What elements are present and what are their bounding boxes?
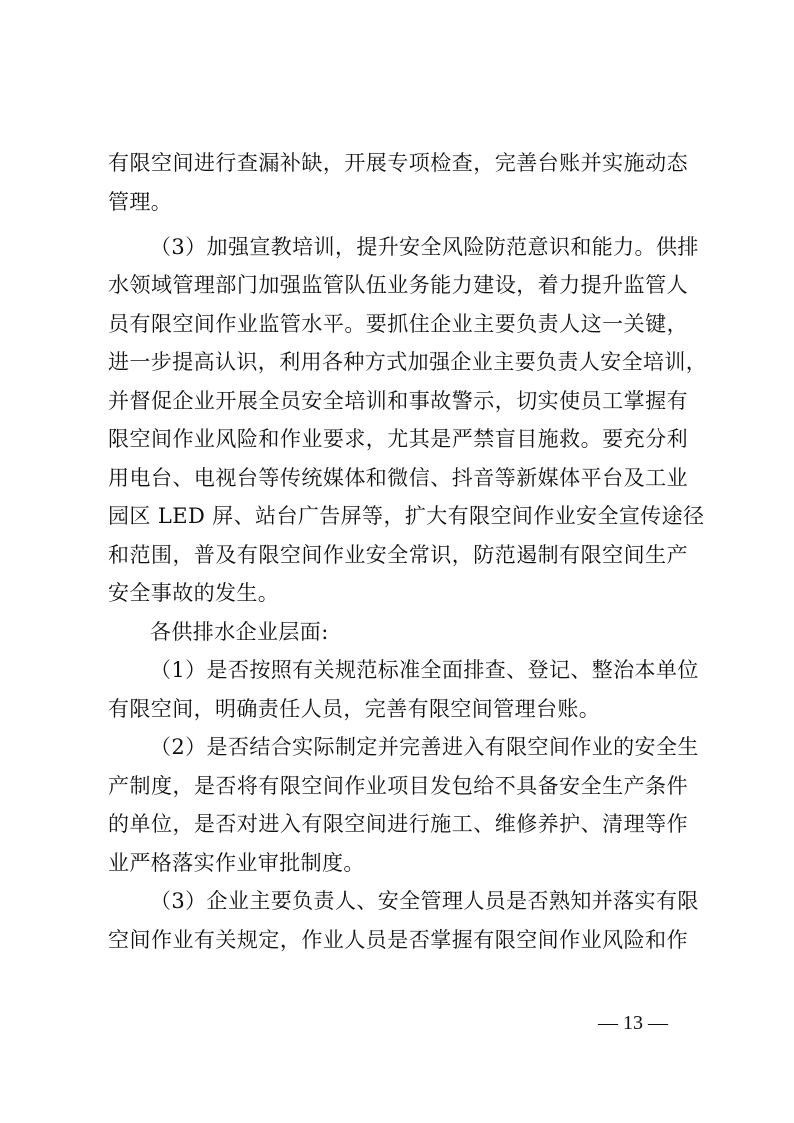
body-text-line: （3）企业主要负责人、安全管理人员是否熟知并落实有限 (150, 889, 699, 913)
section-heading: 各供排水企业层面: (150, 620, 329, 644)
body-text-line: 员有限空间作业监管水平。要抓住企业主要负责人这一关键， (108, 312, 688, 336)
page-number: — 13 — (598, 1012, 668, 1034)
body-text-line: （3）加强宣教培训，提升安全风险防范意识和能力。供排 (150, 235, 699, 259)
body-text-line: 园区 LED 屏、站台广告屏等，扩大有限空间作业安全宣传途径 (108, 504, 705, 528)
body-text-line: （2）是否结合实际制定并完善进入有限空间作业的安全生 (150, 735, 699, 759)
body-text-line: 产制度，是否将有限空间作业项目发包给不具备安全生产条件 (108, 774, 688, 798)
body-text-line: 业严格落实作业审批制度。 (108, 851, 365, 875)
body-text-line: 和范围，普及有限空间作业安全常识，防范遏制有限空间生产 (108, 543, 688, 567)
body-text-line: 水领域管理部门加强监管队伍业务能力建设，着力提升监管人 (108, 273, 688, 297)
body-text-line: 用电台、电视台等传统媒体和微信、抖音等新媒体平台及工业 (108, 466, 688, 490)
body-text-line: 进一步提高认识，利用各种方式加强企业主要负责人安全培训， (108, 350, 708, 374)
body-text-line: 有限空间进行查漏补缺，开展专项检查，完善台账并实施动态 (108, 151, 688, 175)
body-text-line: 的单位，是否对进入有限空间进行施工、维修养护、清理等作 (108, 812, 688, 836)
body-text-line: 管理。 (108, 190, 173, 214)
body-text-line: 并督促企业开展全员安全培训和事故警示，切实使员工掌握有 (108, 389, 688, 413)
body-text-line: 有限空间，明确责任人员，完善有限空间管理台账。 (108, 697, 601, 721)
body-text-line: （1）是否按照有关规范标准全面排查、登记、整治本单位 (150, 658, 699, 682)
body-text-line: 安全事故的发生。 (108, 581, 280, 605)
body-text-line: 空间作业有关规定，作业人员是否掌握有限空间作业风险和作 (108, 928, 688, 952)
body-text-line: 限空间作业风险和作业要求，尤其是严禁盲目施救。要充分利 (108, 427, 688, 451)
